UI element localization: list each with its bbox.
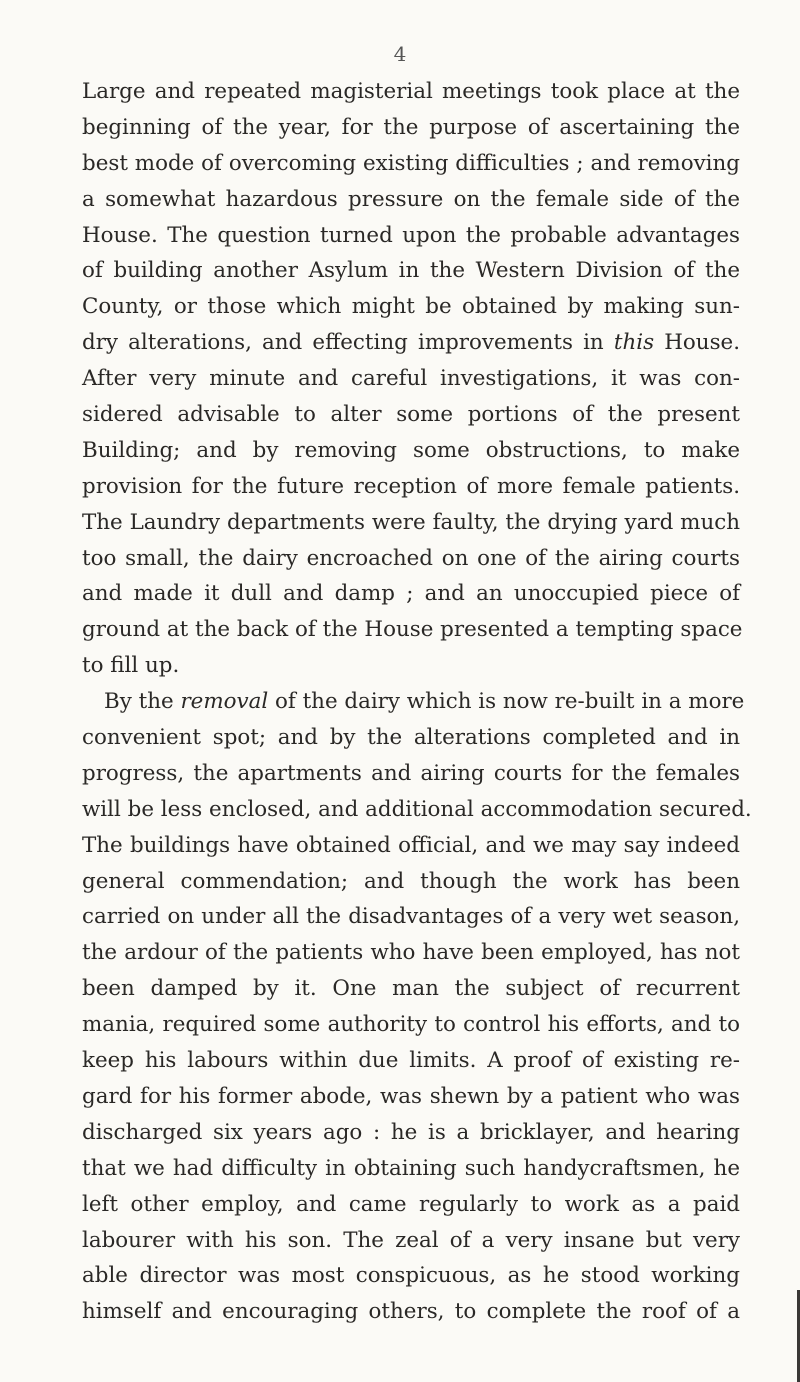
text-line (82, 146, 740, 182)
text-segment: provision for the future reception of more female patients. (82, 473, 740, 499)
paragraph (82, 684, 752, 1330)
text-line (82, 971, 740, 1007)
text-line (82, 828, 740, 864)
text-segment: dry alterations, and effecting improvements in (82, 330, 614, 356)
text-segment: convenient spot; and by the alterations completed and in (82, 725, 740, 751)
text-segment: to fill up. (82, 653, 180, 679)
text-segment: Building; and by removing some obstructions, to make (82, 437, 740, 463)
italic-text: removal (180, 689, 269, 715)
text-segment: beginning of the year, for the purpose of ascertaining the (82, 114, 740, 140)
text-segment: carried on under all the disadvantages of a very wet season, (82, 904, 740, 930)
text-segment: discharged six years ago : he is a bricklayer, and hearing (82, 1119, 740, 1145)
text-segment: The Laundry departments were faulty, the drying yard much (82, 509, 740, 535)
text-segment: will be less enclosed, and additional accommodation secured. (82, 796, 752, 822)
text-line (82, 1294, 740, 1330)
text-line (82, 218, 740, 254)
text-segment: the ardour of the patients who have been employed, has not (82, 940, 740, 966)
text-line (82, 756, 740, 792)
text-line (82, 1043, 740, 1079)
body-text (82, 74, 752, 1330)
text-line (82, 182, 740, 218)
text-segment: Large and repeated magisterial meetings took place at the (82, 79, 740, 104)
italic-text: this (613, 330, 655, 356)
text-line (82, 1187, 740, 1223)
text-segment: himself and encouraging others, to complete the roof of a (82, 1299, 740, 1325)
text-segment: ground at the back of the House presented a tempting space (82, 617, 743, 643)
text-line (82, 720, 740, 756)
text-line (82, 792, 752, 828)
text-line (82, 1258, 740, 1294)
text-segment: best mode of overcoming existing difficulties ; and removing (82, 150, 740, 176)
text-line (82, 505, 740, 541)
text-line (82, 899, 740, 935)
text-segment: and made it dull and damp ; and an unoccupied piece of (82, 581, 740, 607)
text-segment: able director was most conspicuous, as he stood working (82, 1263, 740, 1289)
text-segment: labourer with his son. The zeal of a very insane but very (82, 1227, 740, 1253)
text-line (82, 1223, 740, 1259)
text-segment: of the dairy which is now re-built in a more (268, 689, 745, 715)
text-line (82, 576, 740, 612)
text-line (82, 612, 743, 648)
paragraph (82, 74, 743, 684)
text-segment: After very minute and careful investigations, it was con- (82, 366, 740, 392)
text-segment: general commendation; and though the work has been (82, 868, 740, 894)
text-line (82, 325, 740, 361)
text-segment: gard for his former abode, was shewn by a patient who was (82, 1083, 740, 1109)
text-line (82, 935, 740, 971)
text-line (82, 648, 740, 684)
text-line (82, 397, 740, 433)
text-line (82, 1007, 740, 1043)
text-line (82, 74, 740, 110)
text-segment: House. The question turned upon the probable advantages (82, 222, 740, 248)
text-line (82, 1151, 740, 1187)
text-segment: The buildings have obtained official, and we may say indeed (82, 832, 740, 858)
text-segment: of building another Asylum in the Western Division of the (82, 258, 740, 284)
text-line (82, 684, 745, 720)
text-line (82, 361, 740, 397)
text-line (82, 253, 740, 289)
text-segment: too small, the dairy encroached on one of the airing courts (82, 545, 740, 571)
text-segment: left other employ, and came regularly to work as a paid (82, 1191, 740, 1217)
text-segment: mania, required some authority to control his efforts, and to (82, 1012, 740, 1038)
text-segment: progress, the apartments and airing courts for the females (82, 760, 740, 786)
text-line (82, 469, 740, 505)
text-segment: sidered advisable to alter some portions of the present (82, 402, 740, 428)
text-segment: County, or those which might be obtained by making sun- (82, 294, 740, 320)
page-number: 4 (393, 42, 407, 66)
text-segment: a somewhat hazardous pressure on the female side of the (82, 186, 740, 212)
text-line (82, 1079, 740, 1115)
text-line (82, 433, 740, 469)
text-line (82, 289, 740, 325)
text-line (82, 541, 740, 577)
text-segment: By the (104, 689, 181, 715)
text-segment: that we had difficulty in obtaining such handycraftsmen, he (82, 1155, 740, 1181)
text-line (82, 1115, 740, 1151)
text-segment: been damped by it. One man the subject of recurrent (82, 976, 740, 1002)
text-segment: House. (654, 330, 741, 356)
text-segment: keep his labours within due limits. A proof of existing re- (82, 1048, 740, 1074)
text-line (82, 110, 740, 146)
text-line (82, 864, 740, 900)
